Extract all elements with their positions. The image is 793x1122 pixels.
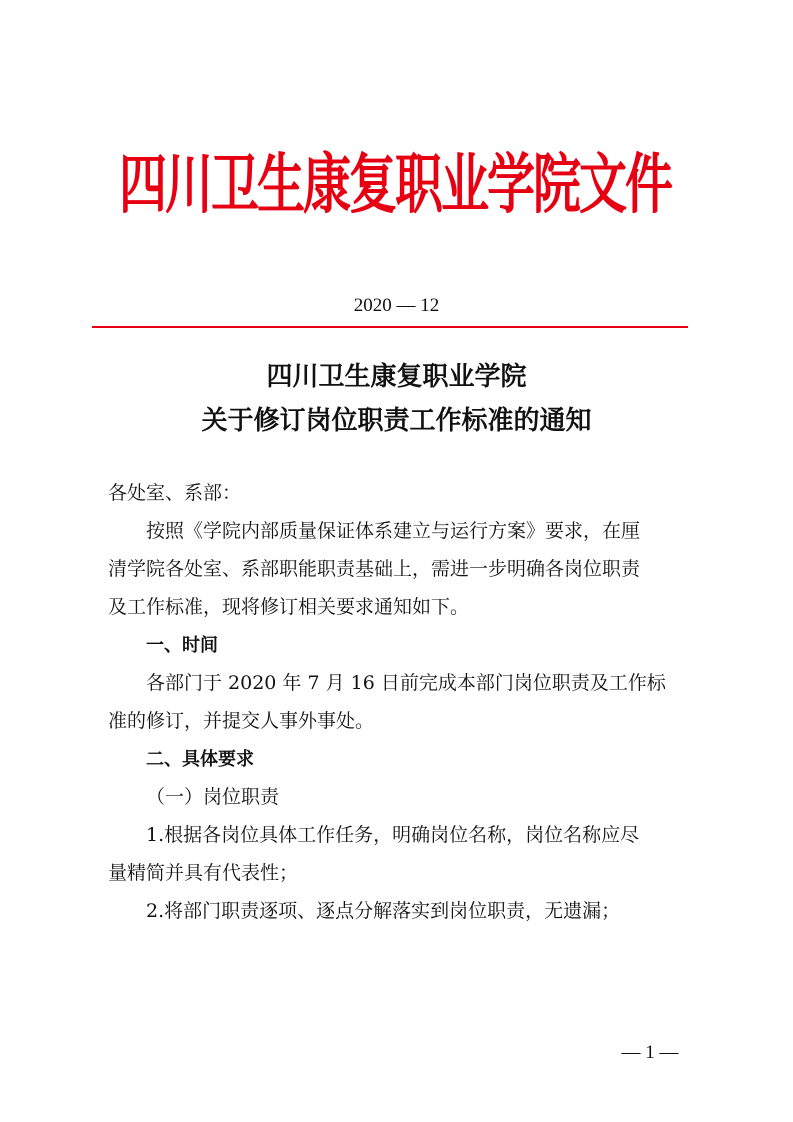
intro-line-2: 清学院各处室、系部职能职责基础上，需进一步明确各岗位职责 [108,558,641,580]
item2-line: 2.将部门职责逐项、逐点分解落实到岗位职责，无遗漏； [146,900,621,922]
section-heading-requirements: 二、具体要求 [146,749,254,770]
section1-line-2: 准的修订，并提交人事外事处。 [108,710,375,732]
salutation: 各处室、系部： [108,482,242,504]
notice-title-line-2: 关于修订岗位职责工作标准的通知 [201,406,592,436]
item1-line-1: 1.根据各岗位具体工作任务，明确岗位名称，岗位名称应尽 [146,824,640,846]
intro-line-1: 按照《学院内部质量保证体系建立与运行方案》要求，在厘 [146,520,641,542]
intro-line-3: 及工作标准，现将修订相关要求通知如下。 [108,596,470,618]
notice-title-line-1: 四川卫生康复职业学院 [266,362,527,392]
section-heading-time: 一、时间 [146,635,218,656]
item1-line-2: 量精简并具有代表性； [108,862,299,884]
page-number: — 1 — [621,1042,679,1063]
document-number: 2020 — 12 [353,295,440,316]
section1-line-1: 各部门于 2020 年 7 月 16 日前完成本部门岗位职责及工作标 [146,672,666,694]
document-header-title: 四川卫生康复职业学院文件 [118,147,671,223]
subsection-heading-duties: （一）岗位职责 [146,786,280,808]
header-divider-line [92,326,688,328]
